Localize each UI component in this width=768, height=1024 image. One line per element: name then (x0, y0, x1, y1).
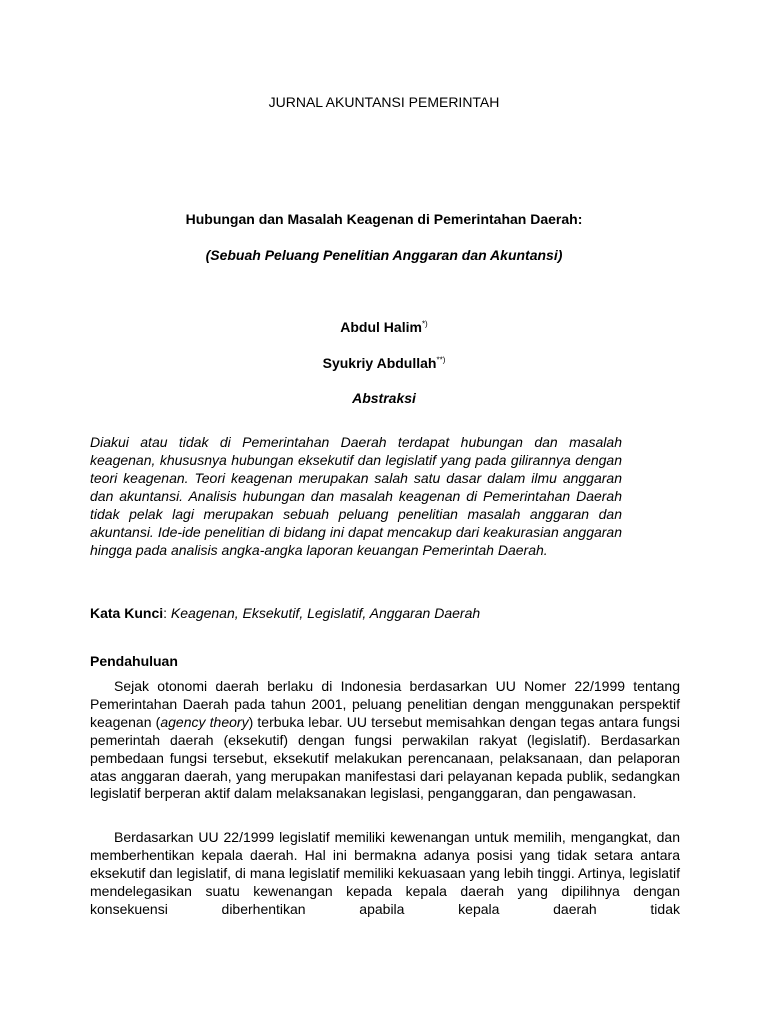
author-1-mark: *) (421, 319, 428, 329)
author-2-name: Syukriy Abdullah (322, 355, 437, 371)
author-2-mark: **) (436, 355, 446, 365)
keywords-separator: : (163, 605, 171, 621)
abstract-text: Diakui atau tidak di Pemerintahan Daerah terdapat hubungan dan masalah keagenan, khususnya hubungan eksekutif dan legislatif yang pada gilirannya dengan teori keagenan. Teori keagenan merupakan salah satu dasar dalam ilmu anggaran dan akuntansi. Analisis hubungan dan masalah keagenan di Pemerintahan Daerah tidak pelak lagi merupakan sebuah peluang penelitian masalah anggaran dan akuntansi. Ide-ide penelitian di bidang ini dapat mencakup dari keakurasian anggaran hingga pada analisis angka-angka laporan keuangan Pemerintah Daerah. (90, 434, 622, 558)
keywords-values: Keagenan, Eksekutif, Legislatif, Anggaran Daerah (170, 605, 481, 621)
keywords (90, 604, 680, 622)
paper-subtitle: (Sebuah Peluang Penelitian Anggaran dan Akuntansi) (205, 247, 563, 263)
paragraph-1-term: agency theory (160, 713, 249, 730)
keywords-label: Kata Kunci (90, 605, 164, 621)
paper-title: Hubungan dan Masalah Keagenan di Pemerintahan Daerah: (185, 211, 583, 227)
journal-title: JURNAL AKUNTANSI PEMERINTAH (268, 94, 500, 110)
author-1 (0, 318, 768, 336)
paragraph-1-text-end: ) terbuka lebar. UU tersebut memisahkan dengan tegas antara fungsi pemerintah daerah (eksekutif) dengan fungsi perwakilan rakyat (legislatif). Berdasarkan pembedaan fungsi tersebut, eksekutif melakukan perencanaan, pelaksanaan, dan pelaporan atas anggaran daerah, yang merupakan manifestasi dari pelayanan kepada publik, sedangkan legislatif berperan aktif dalam melaksanakan legislasi, penganggaran, dan pengawasan. (90, 713, 680, 802)
paragraph-1-text-start: Sejak otonomi daerah berlaku di Indonesia berdasarkan UU Nomer 22/1999 tentang Pemerintahan Daerah pada tahun 2001, peluang penelitian dengan menggunakan perspektif keagenan ( (90, 678, 680, 730)
introduction-paragraph-2: Berdasarkan UU 22/1999 legislatif memiliki kewenangan untuk memilih, mengangkat, dan memberhentikan kepala daerah. Hal ini bermakna adanya posisi yang tidak setara antara eksekutif dan legislatif, di mana legislatif memiliki kekuasaan yang lebih tinggi. Artinya, legislatif mendelegasikan suatu kewenangan kepada kepala daerah yang dipilihnya dengan konsekuensi diberhentikan apabila kepala daerah tidak (90, 829, 680, 917)
author-2 (0, 354, 768, 372)
section-heading-introduction: Pendahuluan (90, 653, 178, 669)
author-1-name: Abdul Halim (340, 319, 422, 335)
introduction-paragraph-1 (90, 678, 680, 803)
abstract-heading: Abstraksi (352, 390, 416, 406)
